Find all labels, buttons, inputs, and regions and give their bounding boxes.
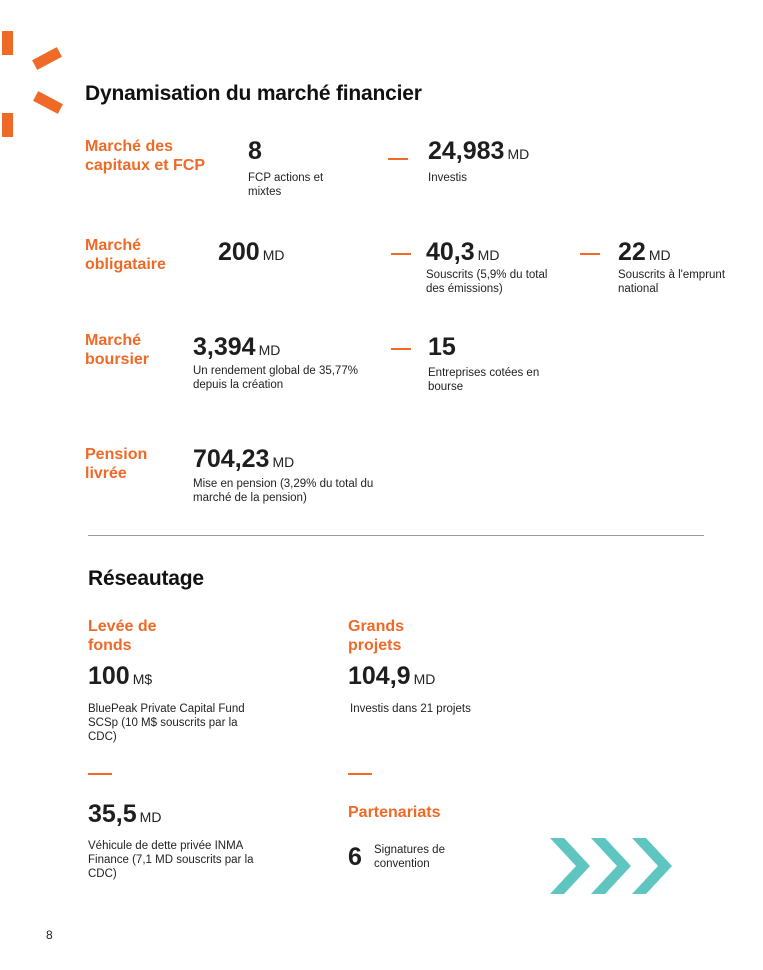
separator-dash xyxy=(348,773,372,775)
separator-dash xyxy=(391,348,411,350)
stat-value: 40,3 MD xyxy=(426,238,500,266)
stat-value: 15 xyxy=(428,333,456,361)
category-partenariats: Partenariats xyxy=(348,804,441,821)
category-marche-boursier: Marché boursier xyxy=(85,332,150,368)
category-pension-livree: Pension livrée xyxy=(85,446,148,482)
chevron-icon xyxy=(550,838,590,894)
decor-burst-bar-3 xyxy=(33,91,63,114)
decor-burst-bar-4 xyxy=(2,113,13,137)
chevron-icon xyxy=(591,838,631,894)
stat-value: 3,394 MD xyxy=(193,333,281,361)
stat-desc: Souscrits à l'emprunt national xyxy=(618,269,726,295)
separator-dash xyxy=(388,158,408,160)
decor-burst-bar-1 xyxy=(2,31,13,55)
stat-value: 6 xyxy=(348,843,362,871)
stat-desc: Investis xyxy=(428,172,467,184)
stat-desc: FCP actions et mixtes xyxy=(248,172,324,198)
stat-desc: BluePeak Private Capital Fund SCSp (10 M$ souscrits par la CDC) xyxy=(88,703,245,743)
category-marche-obligataire: Marché obligataire xyxy=(85,237,166,273)
chevron-icon xyxy=(632,838,672,894)
category-marche-capitaux: Marché des capitaux et FCP xyxy=(85,138,206,174)
stat-desc: Mise en pension (3,29% du total du marché de la pension) xyxy=(193,478,374,504)
stat-desc: Véhicule de dette privée INMA Finance (7,1 MD souscrits par la CDC) xyxy=(88,840,254,880)
stat-desc: Signatures de convention xyxy=(374,844,445,870)
stat-value: 24,983 MD xyxy=(428,137,530,165)
stat-desc: Souscrits (5,9% du total des émissions) xyxy=(426,269,548,295)
stat-value: 35,5 MD xyxy=(88,800,162,828)
stat-value: 8 xyxy=(248,137,262,165)
stat-value: 100 M$ xyxy=(88,662,153,690)
stat-desc: Un rendement global de 35,77% depuis la création xyxy=(193,365,358,391)
category-levee-de-fonds: Levée de fonds xyxy=(88,618,157,654)
section-divider xyxy=(88,535,704,536)
separator-dash xyxy=(580,253,600,255)
decor-burst-bar-2 xyxy=(32,47,62,70)
section-title-reseautage: Réseautage xyxy=(88,567,204,590)
stat-value: 200 MD xyxy=(218,238,285,266)
stat-value: 22 MD xyxy=(618,238,671,266)
stat-desc: Entreprises cotées en bourse xyxy=(428,367,540,393)
separator-dash xyxy=(88,773,112,775)
chevron-arrows-icon xyxy=(550,838,676,894)
stat-value: 704,23 MD xyxy=(193,445,295,473)
stat-desc: Investis dans 21 projets xyxy=(350,703,471,715)
category-grands-projets: Grands projets xyxy=(348,618,405,654)
stat-value: 104,9 MD xyxy=(348,662,436,690)
separator-dash xyxy=(391,253,411,255)
section-title-dynamisation: Dynamisation du marché financier xyxy=(85,82,422,105)
page-number: 8 xyxy=(46,928,53,942)
